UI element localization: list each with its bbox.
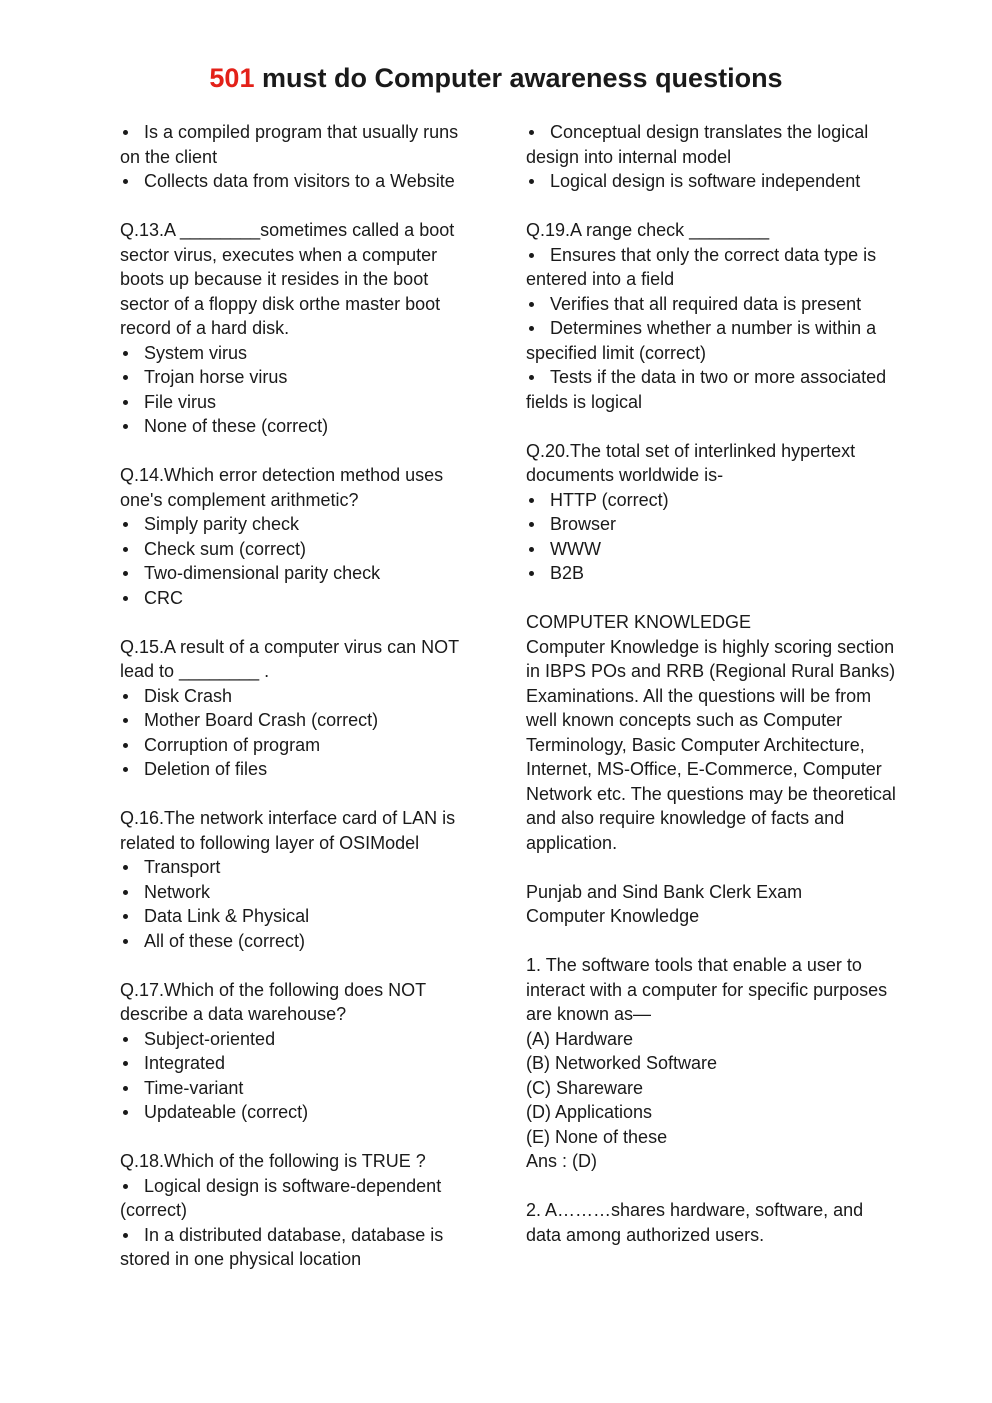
bullet-item: Trojan horse virus (120, 365, 482, 390)
bullet-item: Determines whether a number is within a specified limit (correct) (526, 316, 896, 365)
bullet-item: Browser (526, 512, 896, 537)
text-line: (C) Shareware (526, 1077, 644, 1098)
right-column (526, 120, 896, 1272)
bullet-item: Tests if the data in two or more associated fields is logical (526, 365, 896, 414)
bullet-item: All of these (correct) (120, 929, 482, 954)
bullet-item: Deletion of files (120, 757, 482, 782)
text-line: 1. The software tools that enable a user to interact with a computer for specific purposes are known as— (526, 955, 888, 1024)
text-line: Punjab and Sind Bank Clerk Exam (526, 881, 803, 902)
paragraph (120, 463, 482, 610)
paragraph (120, 120, 482, 194)
bullet-item: Ensures that only the correct data type is entered into a field (526, 243, 896, 292)
text-line: (A) Hardware (526, 1028, 634, 1049)
bullet-item: CRC (120, 586, 482, 611)
bullet-item: Logical design is software independent (526, 169, 896, 194)
paragraph (526, 218, 896, 414)
title-text: must do Computer awareness questions (254, 63, 783, 93)
text-line: Q.16.The network interface card of LAN is related to following layer of OSIModel (120, 808, 456, 853)
bullet-item: Conceptual design translates the logical design into internal model (526, 120, 896, 169)
bullet-item: File virus (120, 390, 482, 415)
bullet-item: Time-variant (120, 1076, 482, 1101)
left-column (120, 120, 482, 1296)
bullet-item: Transport (120, 855, 482, 880)
paragraph (526, 120, 896, 194)
bullet-item: System virus (120, 341, 482, 366)
paragraph (120, 1149, 482, 1272)
bullet-item: Verifies that all required data is present (526, 292, 896, 317)
bullet-item: Network (120, 880, 482, 905)
text-line: Ans : (D) (526, 1151, 598, 1171)
bullet-item: Corruption of program (120, 733, 482, 758)
text-line: Computer Knowledge (526, 906, 700, 926)
text-line: Q.20.The total set of interlinked hypertext documents worldwide is- (526, 440, 856, 485)
text-line: COMPUTER KNOWLEDGE (526, 612, 752, 632)
bullet-item: HTTP (correct) (526, 488, 896, 513)
text-line: Computer Knowledge is highly scoring section in IBPS POs and RRB (Regional Rural Banks) Examinations. All the questions will be from well known concepts such as Computer Terminology, Basic Computer Architecture, Internet, MS-Office, E-Commerce, Computer Network etc. The questions may be theoretical and also require knowledge of facts and application. (526, 636, 896, 853)
bullet-item: Collects data from visitors to a Website (120, 169, 482, 194)
paragraph (526, 439, 896, 586)
bullet-item: Check sum (correct) (120, 537, 482, 562)
bullet-item: Integrated (120, 1051, 482, 1076)
paragraph (120, 218, 482, 439)
text-line: (D) Applications (526, 1102, 653, 1122)
paragraph (526, 1198, 896, 1247)
paragraph (120, 806, 482, 953)
bullet-item: Simply parity check (120, 512, 482, 537)
bullet-item: In a distributed database, database is stored in one physical location (120, 1223, 482, 1272)
text-line: Q.17.Which of the following does NOT describe a data warehouse? (120, 979, 426, 1024)
bullet-item: None of these (correct) (120, 414, 482, 439)
paragraph (120, 978, 482, 1125)
bullet-item: Updateable (correct) (120, 1100, 482, 1125)
bullet-item: Subject-oriented (120, 1027, 482, 1052)
text-line: Q.19.A range check ________ (526, 220, 770, 240)
paragraph (526, 610, 896, 855)
text-line: Q.13.A ________sometimes called a boot sector virus, executes when a computer boots up because it resides in the boot sector of a floppy disk orthe master boot record of a hard disk. (120, 220, 455, 338)
bullet-item: WWW (526, 537, 896, 562)
page-title (0, 60, 992, 96)
text-line: Q.15.A result of a computer virus can NOT lead to ________ . (120, 636, 459, 681)
bullet-item: Two-dimensional parity check (120, 561, 482, 586)
bullet-item: Is a compiled program that usually runs on the client (120, 120, 482, 169)
text-line: Q.18.Which of the following is TRUE ? (120, 1151, 426, 1171)
text-line: (E) None of these (526, 1126, 668, 1147)
paragraph (120, 635, 482, 782)
paragraph (526, 880, 896, 929)
title-number: 501 (209, 63, 255, 93)
paragraph (526, 953, 896, 1174)
text-line: (B) Networked Software (526, 1053, 718, 1073)
bullet-item: Disk Crash (120, 684, 482, 709)
bullet-item: Data Link & Physical (120, 904, 482, 929)
bullet-item: Logical design is software-dependent (correct) (120, 1174, 482, 1223)
text-line: 2. A………shares hardware, software, and data among authorized users. (526, 1200, 864, 1245)
bullet-item: B2B (526, 561, 896, 586)
text-line: Q.14.Which error detection method uses one's complement arithmetic? (120, 465, 444, 510)
bullet-item: Mother Board Crash (correct) (120, 708, 482, 733)
